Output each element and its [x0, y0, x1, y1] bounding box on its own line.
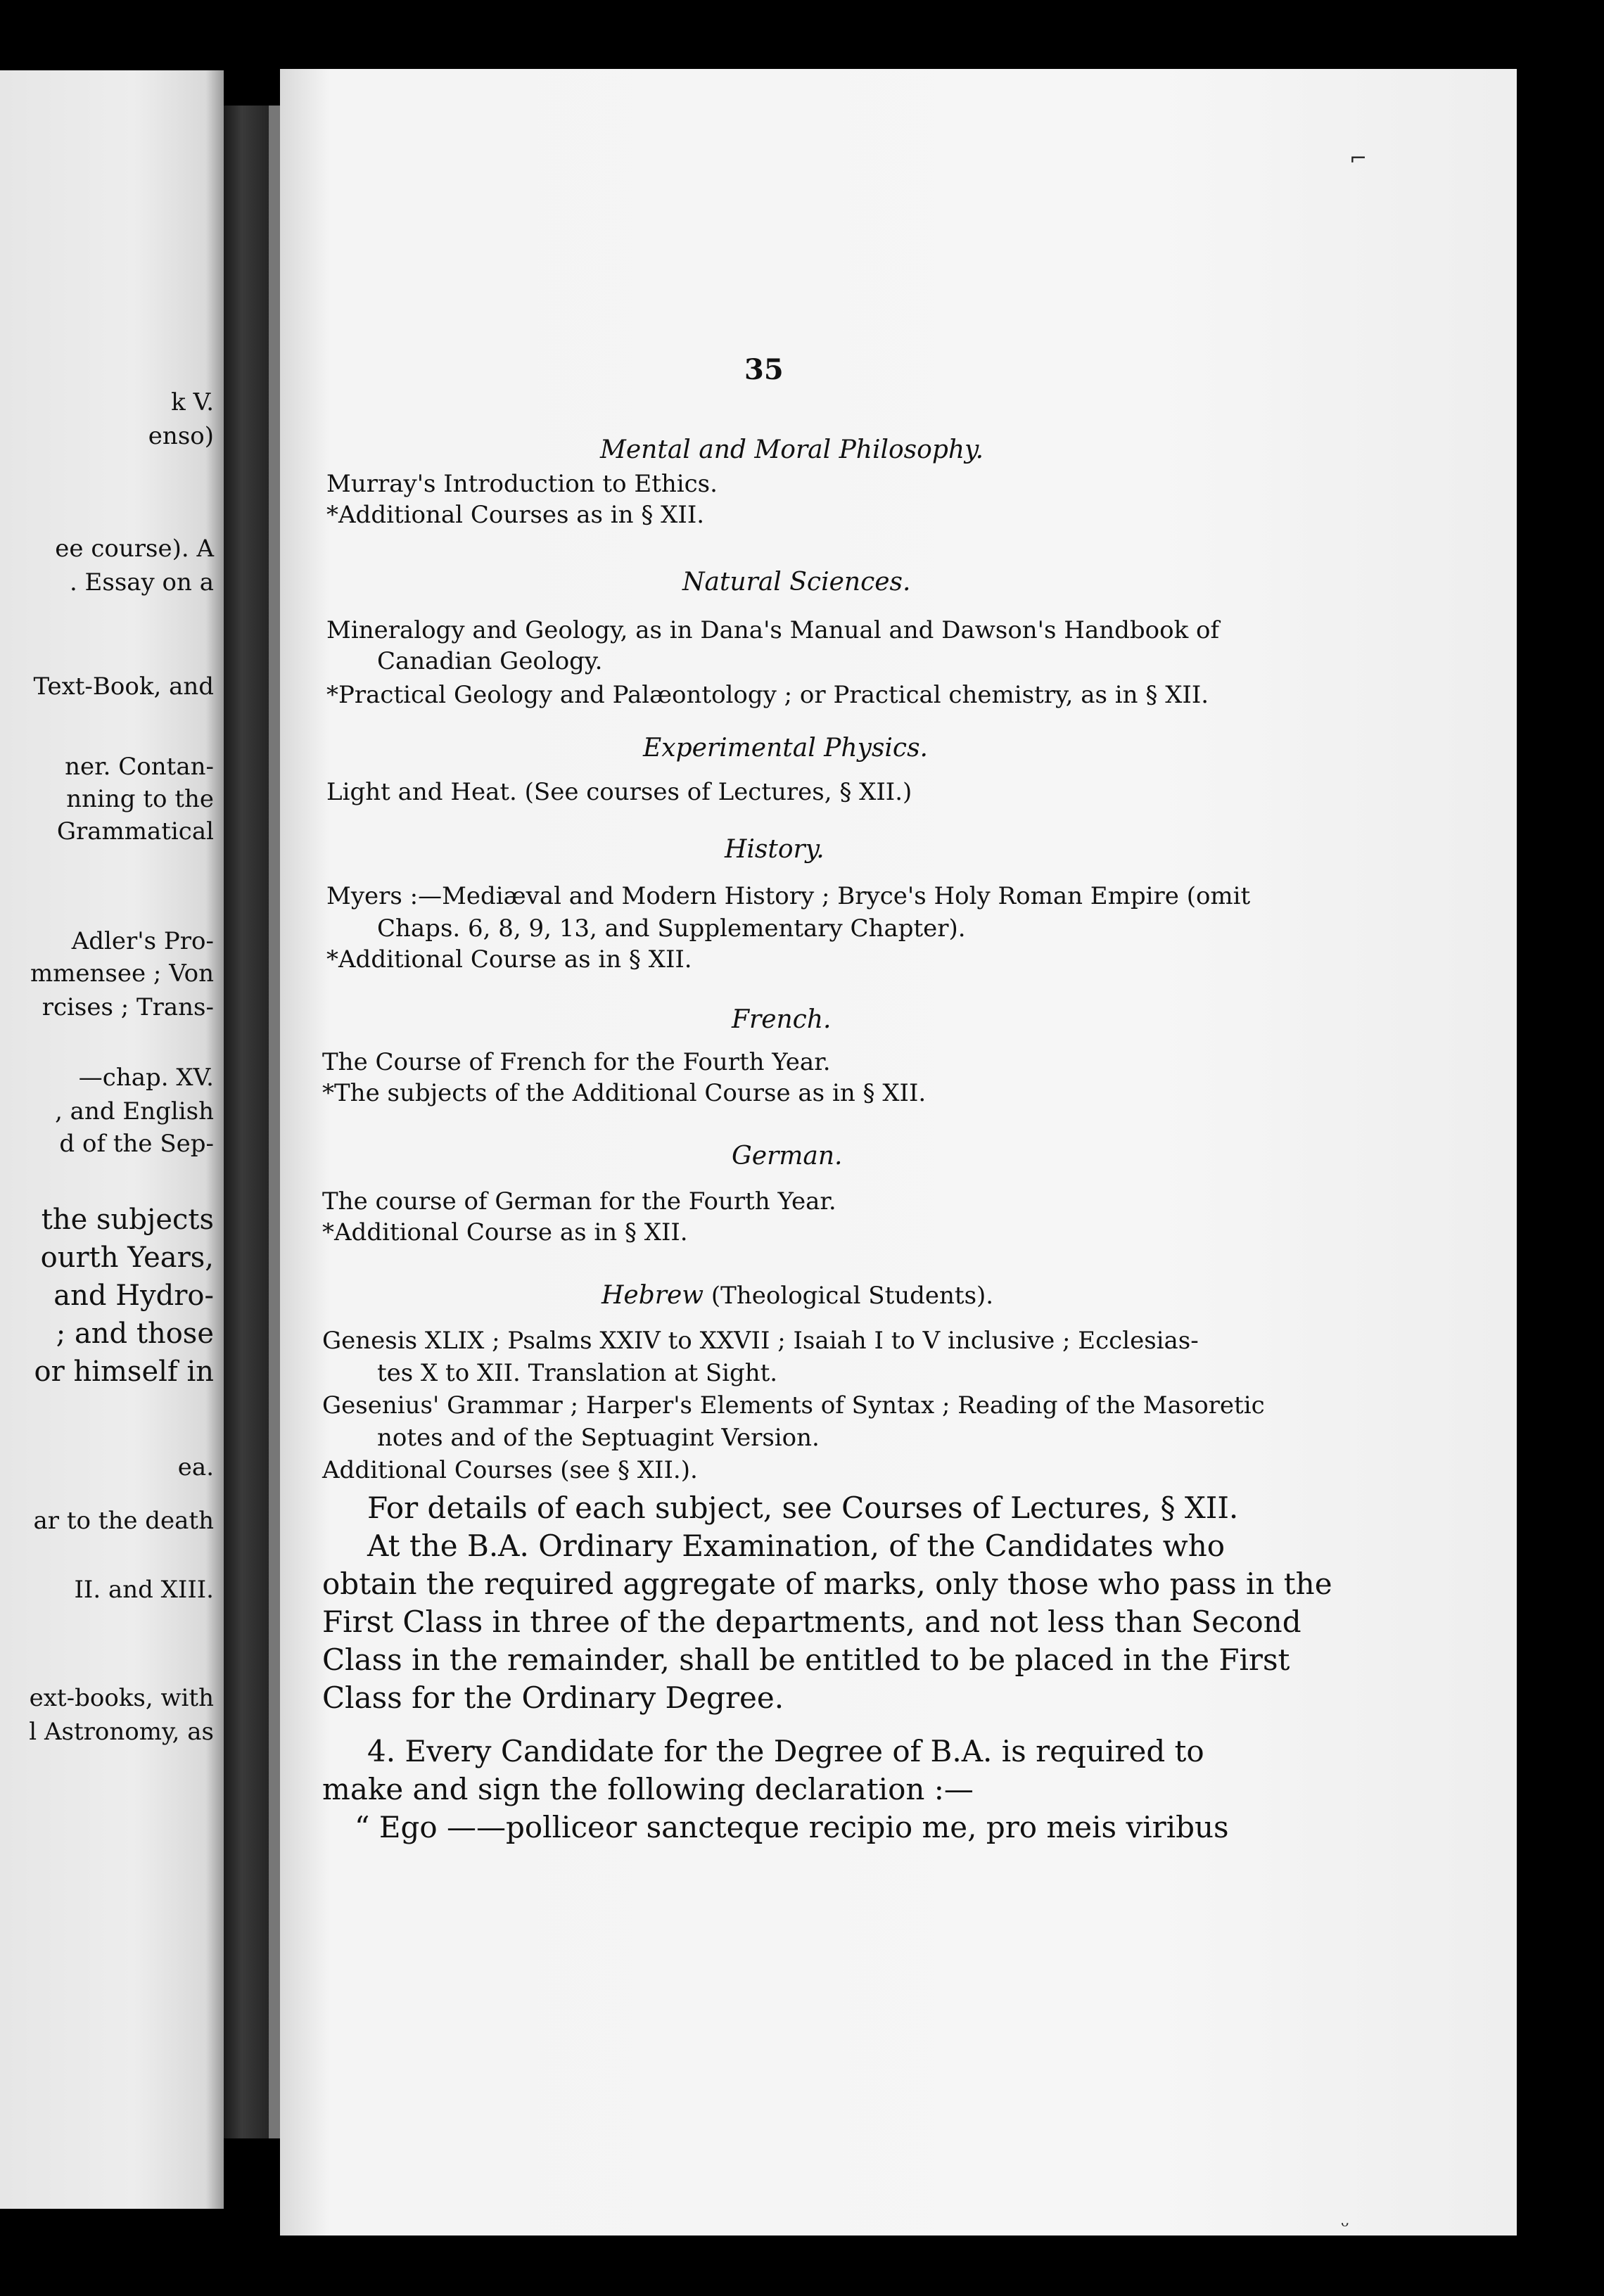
body-line: tes X to XII. Translation at Sight.: [377, 1359, 778, 1387]
heading-part: Mental: [600, 435, 691, 464]
body-line: *Practical Geology and Palæontology ; or Practical chemistry, as in § XII.: [326, 681, 1209, 709]
left-text-line: nning to the: [66, 785, 214, 813]
body-paragraph-line: First Class in three of the departments, and not less than Second: [322, 1605, 1301, 1639]
book-gutter: [224, 106, 269, 2138]
left-text-line: enso): [148, 422, 214, 450]
speck-mark: ⌐: [1349, 146, 1368, 171]
body-line: *Additional Course as in § XII.: [326, 945, 692, 974]
left-text-line: k V.: [171, 388, 214, 416]
body-line: *Additional Course as in § XII.: [322, 1218, 688, 1246]
body-paragraph-line: obtain the required aggregate of marks, only those who pass in the: [322, 1567, 1332, 1601]
right-page: [280, 69, 1517, 2239]
body-paragraph-line: Class for the Ordinary Degree.: [322, 1680, 784, 1715]
left-text-line: ar to the death: [33, 1507, 214, 1535]
page-text: [301, 280, 1497, 2179]
section-heading-experimental-physics: Experimental Physics.: [643, 734, 928, 763]
left-text-line: ea.: [177, 1453, 214, 1481]
body-line: The Course of French for the Fourth Year.: [322, 1048, 831, 1076]
page-number: 35: [744, 353, 784, 386]
left-text-line: Text-Book, and: [33, 672, 214, 701]
left-text-line: . Essay on a: [69, 568, 214, 597]
body-line: Murray's Introduction to Ethics.: [326, 470, 718, 498]
section-heading-mental-moral: [600, 436, 984, 464]
section-heading-german: German.: [732, 1142, 843, 1171]
body-paragraph-line: Class in the remainder, shall be entitled to be placed in the First: [322, 1643, 1290, 1677]
body-line: *The subjects of the Additional Course as in § XII.: [322, 1079, 927, 1107]
body-paragraph-line: “ Ego ——polliceor sancteque recipio me, pro meis viribus: [355, 1810, 1229, 1844]
section-heading-history: History.: [725, 835, 825, 864]
body-line: Mineralogy and Geology, as in Dana's Manual and Dawson's Handbook of: [326, 616, 1220, 644]
left-text-line: mmensee ; Von: [30, 959, 214, 988]
body-paragraph-line: 4. Every Candidate for the Degree of B.A. is required to: [367, 1734, 1204, 1768]
left-text-line: rcises ; Trans-: [42, 993, 214, 1021]
left-text-line: d of the Sep-: [59, 1130, 214, 1158]
heading-part: Moral Philosophy.: [754, 435, 984, 464]
left-text-line: l Astronomy, as: [29, 1718, 214, 1746]
speck-mark: ᵕ: [1341, 2214, 1349, 2239]
body-paragraph-line: At the B.A. Ordinary Examination, of the Candidates who: [367, 1529, 1226, 1563]
body-line: Canadian Geology.: [377, 647, 603, 675]
body-line: *Additional Courses as in § XII.: [326, 501, 705, 529]
left-text-line: II. and XIII.: [74, 1576, 214, 1604]
body-line: notes and of the Septuagint Version.: [377, 1424, 820, 1452]
left-facing-page: [0, 70, 224, 2209]
heading-part: Hebrew: [602, 1281, 704, 1310]
body-line: Additional Courses (see § XII.).: [322, 1456, 698, 1484]
body-line: The course of German for the Fourth Year.: [322, 1187, 836, 1216]
body-line: Myers :—Mediæval and Modern History ; Bryce's Holy Roman Empire (omit: [326, 882, 1251, 910]
left-text-line: , and English: [55, 1097, 214, 1125]
left-text-line: the subjects: [41, 1204, 214, 1236]
body-paragraph-line: make and sign the following declaration :—: [322, 1772, 974, 1806]
body-line: Genesis XLIX ; Psalms XXIV to XXVII ; Isaiah I to V inclusive ; Ecclesias-: [322, 1327, 1199, 1355]
left-text-line: ext-books, with: [29, 1684, 214, 1712]
body-paragraph-line: For details of each subject, see Courses of Lectures, § XII.: [367, 1491, 1239, 1525]
left-text-line: ; and those: [56, 1318, 214, 1350]
left-text-line: ee course). A: [55, 535, 214, 563]
heading-part: and: [699, 435, 746, 464]
heading-part: (Theological Students).: [711, 1282, 994, 1310]
left-text-line: ourth Years,: [40, 1242, 214, 1274]
section-heading-natural-sciences: Natural Sciences.: [682, 568, 911, 597]
body-line: Chaps. 6, 8, 9, 13, and Supplementary Chapter).: [377, 914, 966, 943]
left-text-line: Adler's Pro-: [71, 927, 214, 955]
section-heading-hebrew: [602, 1282, 993, 1310]
left-text-line: Grammatical: [56, 817, 214, 846]
body-line: Light and Heat. (See courses of Lectures, § XII.): [326, 778, 912, 806]
section-heading-french: French.: [732, 1005, 832, 1034]
body-line: Gesenius' Grammar ; Harper's Elements of Syntax ; Reading of the Masoretic: [322, 1391, 1265, 1420]
left-text-line: —chap. XV.: [78, 1064, 214, 1092]
left-text-line: ner. Contan-: [65, 753, 214, 781]
left-text-line: and Hydro-: [53, 1280, 214, 1312]
left-text-line: or himself in: [34, 1356, 214, 1388]
